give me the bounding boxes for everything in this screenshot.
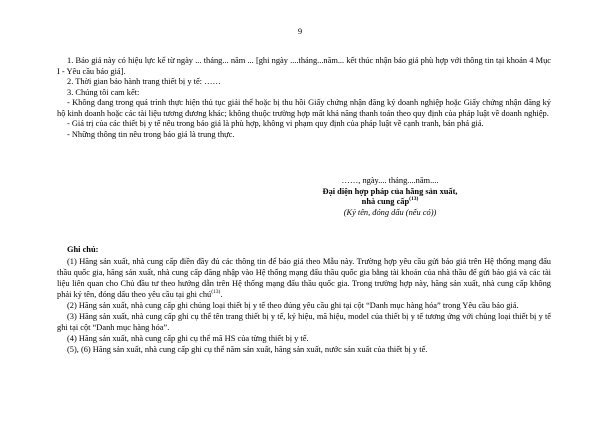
signature-date-line: ……, ngày.... tháng....năm.... <box>341 176 439 185</box>
note-item-1 <box>57 256 551 300</box>
note-item-2: (2) Hãng sản xuất, nhà cung cấp ghi chủng loại thiết bị y tế theo đúng yêu cầu ghi tại cột “Danh mục hàng hóa” trong Yêu cầu báo giá. <box>67 301 519 310</box>
commitment-heading: 3. Chúng tôi cam kết: <box>67 87 140 97</box>
signature-representative-text: nhà cung cấp <box>361 197 410 207</box>
commitment-item-2: - Giá trị của các thiết bị y tế nêu trong báo giá là phù hợp, không vi phạm quy định của pháp luật về cạnh tranh, bán phá giá. <box>67 119 484 128</box>
commitment-item-3: - Những thông tin nêu trong báo giá là trung thực. <box>67 129 235 139</box>
note-item-1-text: (1) Hãng sản xuất, nhà cung cấp điền đầy đủ các thông tin để báo giá theo Mẫu này. Trường hợp yêu cầu gửi báo giá trên Hệ thống mạng đấu thầu quốc gia, hãng sản xuất, nhà cung cấp đăng nhập vào Hệ thống mạng đấu thầu quốc gia bằng tài khoản của nhà thầu để gửi báo giá và các tài liệu liên quan cho Chủ đầu tư theo hướng dẫn trên Hệ thống mạng đấu thầu quốc gia. Trong trường hợp này, hãng sản xuất, nhà cung cấp không phải ký tên, đóng dấu theo yêu cầu tại ghi chú <box>57 257 551 299</box>
note-item-1-footnote-ref: (13) <box>211 289 221 296</box>
signature-representative-line-1: Đại diện hợp pháp của hãng sản xuất, <box>322 186 458 196</box>
page-number: 9 <box>297 26 303 36</box>
note-item-4: (4) Hãng sản xuất, nhà cung cấp ghi cụ thể mã HS của từng thiết bị y tế. <box>67 334 309 343</box>
quote-commitments <box>57 56 551 140</box>
note-item-1-end: . <box>220 290 223 299</box>
signature-instruction: (Ký tên, đóng dấu (nếu có)) <box>343 207 437 217</box>
notes-section <box>57 244 551 355</box>
commitment-item-1: - Không đang trong quá trình thực hiện thủ tục giải thể hoặc bị thu hồi Giấy chứng nhận đăng ký doanh nghiệp hoặc Giấy chứng nhận đăng ký hộ kinh doanh hoặc các tài liệu tương đương khác; không thuộc trường hợp mất khả năng thanh toán theo quy định của pháp luật về doanh nghiệp. <box>57 98 551 118</box>
signature-block <box>270 176 510 218</box>
validity-paragraph: 1. Báo giá này có hiệu lực kể từ ngày ... tháng... năm ... [ghi ngày ....tháng...năm... kết thúc nhận báo giá phù hợp với thông tin tại khoản 4 Mục I - Yêu cầu báo giá]. <box>57 56 551 76</box>
notes-title: Ghi chú: <box>67 245 99 254</box>
note-item-3: (3) Hãng sản xuất, nhà cung cấp ghi cụ thể tên trang thiết bị y tế, ký hiệu, mã hiệu, model của thiết bị y tế tương ứng với chủng loại thiết bị y tế ghi tại cột “Danh mục hàng hóa”. <box>57 312 551 332</box>
signature-representative-line-2 <box>270 197 510 208</box>
warranty-paragraph: 2. Thời gian bảo hành trang thiết bị y tế: …… <box>67 77 221 86</box>
note-item-5-6: (5), (6) Hãng sản xuất, nhà cung cấp ghi cụ thể năm sản xuất, hãng sản xuất, nước sản xuất của thiết bị y tế. <box>67 345 428 354</box>
signature-footnote-ref: (13) <box>409 196 419 203</box>
